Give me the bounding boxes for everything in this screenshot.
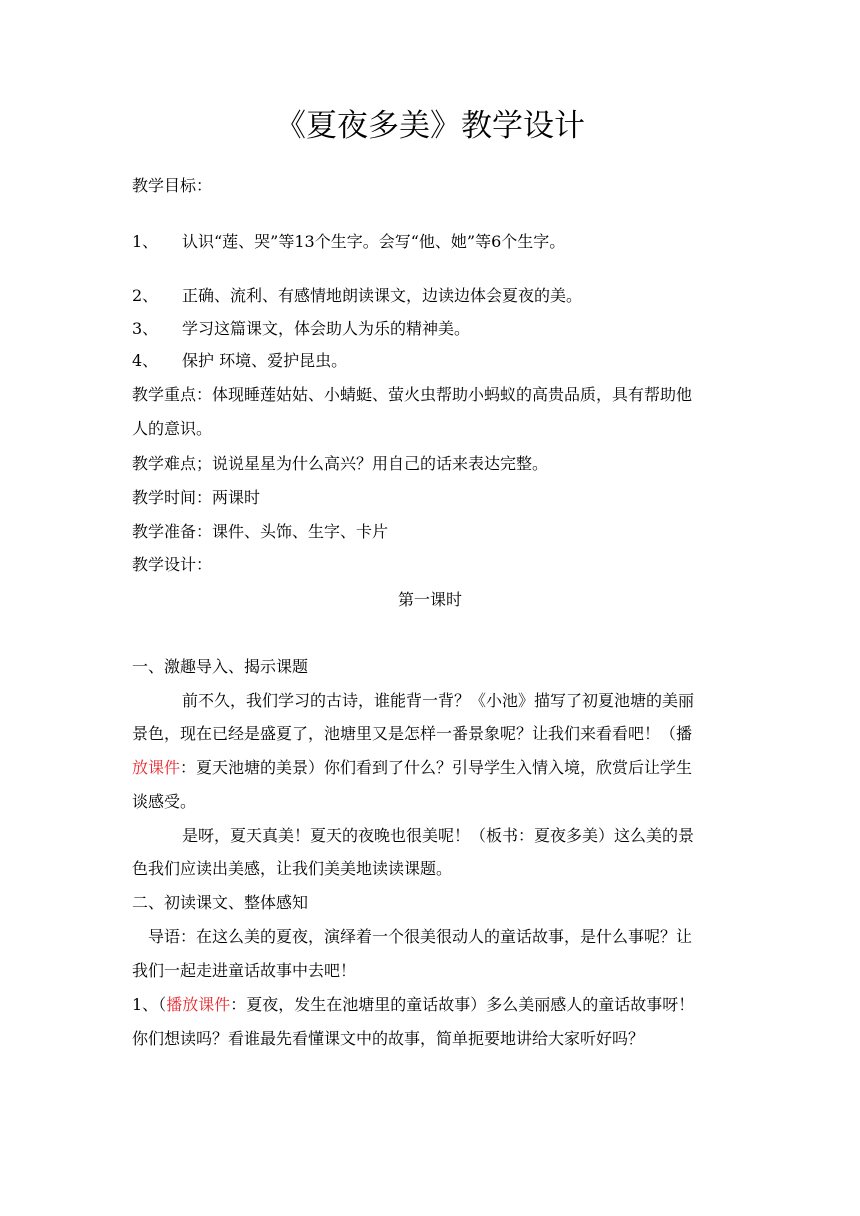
section-1-para-1-line-2: 景色，现在已经是盛夏了，池塘里又是怎样一番景象呢？让我们来看看吧！（播 [132,724,693,743]
prep-text: 教学准备：课件、头饰、生字、卡片 [132,522,389,541]
goal-text: 学习这篇课文，体会助人为乐的精神美。 [182,319,471,338]
section-1-para-1-line-4: 谈感受。 [132,792,197,811]
section-2-intro-line-1: 导语：在这么美的夏夜，演绎着一个很美很动人的童话故事，是什么事呢？让 [148,927,693,946]
goal-number: 2、 [132,286,159,305]
goal-item-3 [132,318,732,340]
goal-number: 3、 [132,319,159,338]
difficulty-text: 教学难点；说说星星为什么高兴？用自己的话来表达完整。 [132,454,549,473]
section-2-item-1-line-2: 你们想读吗？看谁最先看懂课文中的故事，简单扼要地讲给大家听好吗？ [132,1029,645,1048]
design-heading: 教学设计： [132,555,213,574]
section-1-para-1-line-1: 前不久，我们学习的古诗，谁能背一背？《小池》描写了初夏池塘的美丽 [182,691,695,710]
key-points-line-2: 人的意识。 [132,419,213,438]
goal-text: 认识“莲、哭”等13个生字。会写“他、她”等6个生字。 [182,232,566,251]
item-prefix: 1、（ [132,995,167,1014]
goal-item-4 [132,350,732,372]
goal-text: 正确、流利、有感情地朗读课文，边读边体会夏夜的美。 [182,286,583,305]
key-points-line-1: 教学重点：体现睡莲姑姑、小蜻蜓、萤火虫帮助小蚂蚁的高贵品质，具有帮助他 [132,385,693,404]
lesson-heading: 第一课时 [397,590,462,609]
highlighted-text: 播放课件 [166,995,231,1014]
section-1-para-1-line-3 [132,757,732,779]
goal-number: 1、 [132,232,159,251]
section-1-para-2-line-2: 色我们应读出美感，让我们美美地读读课题。 [132,859,453,878]
section-2-heading: 二、初读课文、整体感知 [132,893,309,912]
section-2-item-1-line-1 [132,994,732,1016]
goal-item-1 [132,231,732,253]
goals-heading: 教学目标： [132,176,213,195]
section-1-heading: 一、激趣导入、揭示课题 [132,657,309,676]
section-2-intro-line-2: 我们一起走进童话故事中去吧！ [132,961,357,980]
paragraph-text: ：夏夜，发生在池塘里的童话故事）多么美丽感人的童话故事呀！ [230,995,695,1014]
goal-item-2 [132,285,732,307]
goal-number: 4、 [132,351,159,370]
highlighted-text: 放课件 [132,758,181,777]
time-text: 教学时间：两课时 [132,488,261,507]
paragraph-text: ：夏天池塘的美景）你们看到了什么？引导学生入情入境，欣赏后让学生 [180,758,693,777]
section-1-para-2-line-1: 是呀，夏天真美！夏天的夜晚也很美呢！（板书：夏夜多美）这么美的景 [182,826,695,845]
goal-text: 保护 环境、爱护昆虫。 [182,351,348,370]
document-title: 《夏夜多美》教学设计 [275,108,585,144]
